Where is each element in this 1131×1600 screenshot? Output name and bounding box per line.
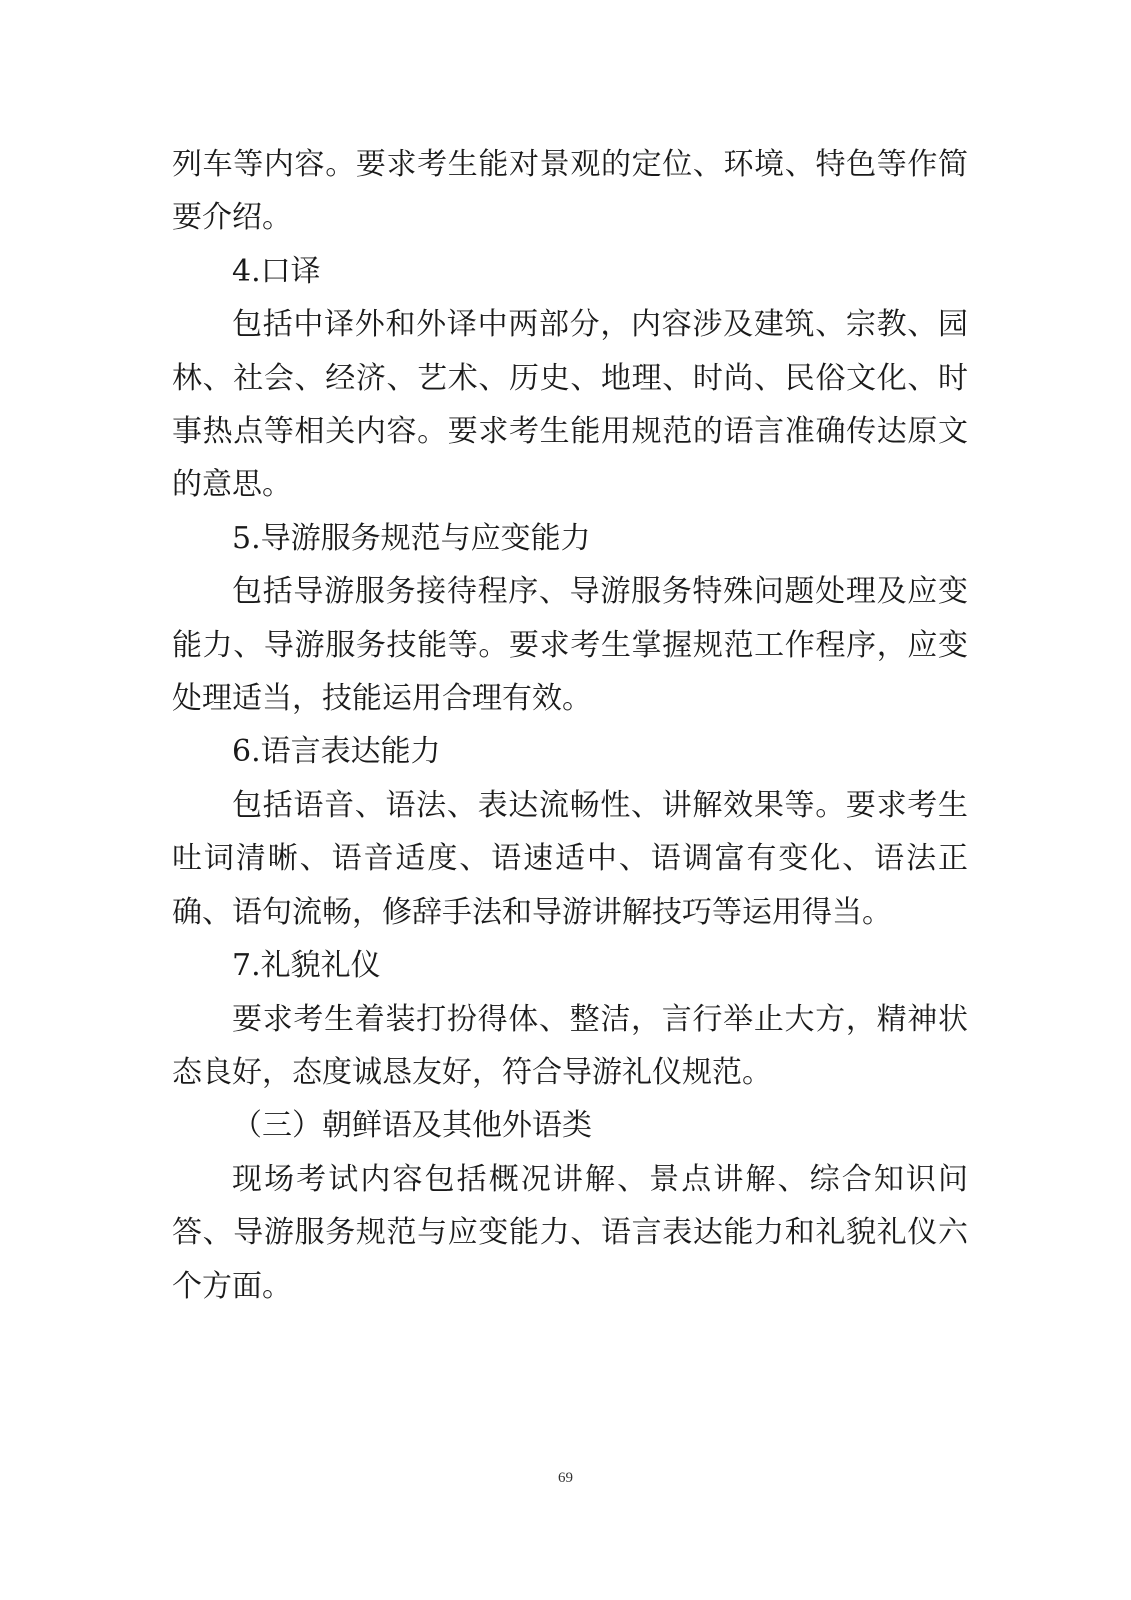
paragraph-oral-interpretation: 包括中译外和外译中两部分，内容涉及建筑、宗教、园林、社会、经济、艺术、历史、地理、时尚、民俗文化、时事热点等相关内容。要求考生能用规范的语言准确传达原文的意思。 <box>172 307 968 503</box>
paragraph-guide-service: 包括导游服务接待程序、导游服务特殊问题处理及应变能力、导游服务技能等。要求考生掌握规范工作程序，应变处理适当，技能运用合理有效。 <box>172 574 968 717</box>
page-body <box>172 138 968 1313</box>
paragraph-language-expression: 包括语音、语法、表达流畅性、讲解效果等。要求考生吐词清晰、语音适度、语速适中、语调富有变化、语法正确、语句流畅，修辞手法和导游讲解技巧等运用得当。 <box>172 787 968 930</box>
paragraph-korean-other-languages: 现场考试内容包括概况讲解、景点讲解、综合知识问答、导游服务规范与应变能力、语言表达能力和礼貌礼仪六个方面。 <box>172 1161 968 1304</box>
heading-etiquette: 7.礼貌礼仪 <box>232 948 381 984</box>
paragraph-continuation: 列车等内容。要求考生能对景观的定位、环境、特色等作简要介绍。 <box>172 147 968 236</box>
heading-language-expression: 6.语言表达能力 <box>232 734 441 770</box>
page-number: 69 <box>558 1470 573 1486</box>
heading-oral-interpretation: 4.口译 <box>232 253 321 289</box>
paragraph-etiquette: 要求考生着装打扮得体、整洁，言行举止大方，精神状态良好，态度诚恳友好，符合导游礼仪规范。 <box>172 1001 968 1090</box>
section-heading-korean-other-languages: （三）朝鲜语及其他外语类 <box>232 1108 592 1144</box>
heading-guide-service: 5.导游服务规范与应变能力 <box>232 520 591 556</box>
